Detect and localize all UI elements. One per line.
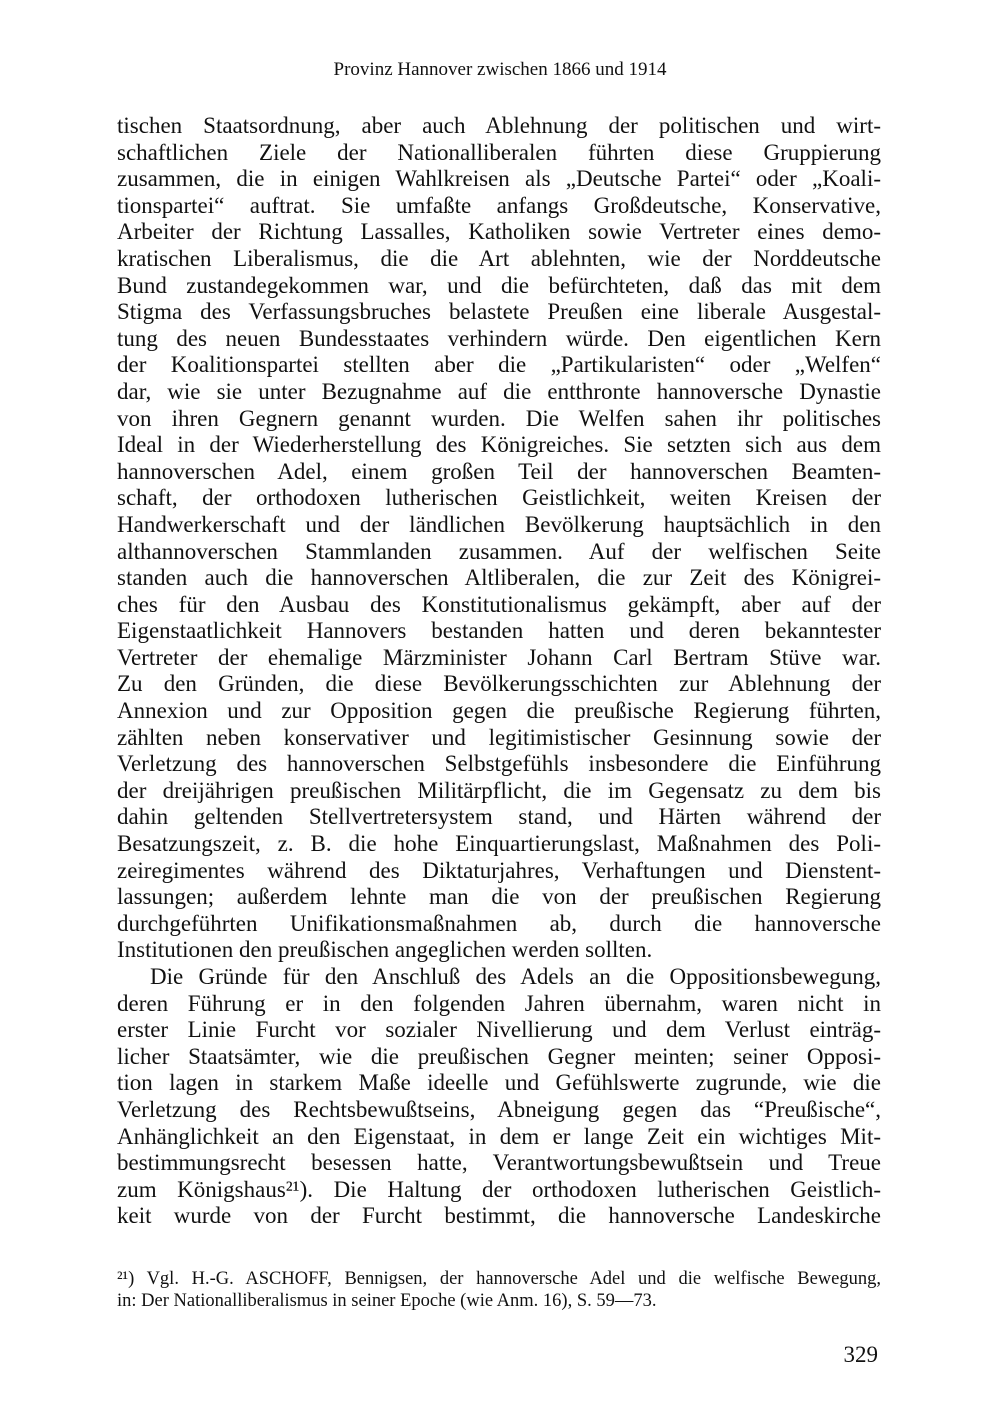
- text-line: der dreijährigen preußischen Militärpflicht, die im Gegensatz zu dem bis: [117, 777, 881, 803]
- text-line: Verletzung des Rechtsbewußtseins, Abneigung gegen das “Preußische“,: [117, 1096, 881, 1122]
- text-line: tionspartei“ auftrat. Sie umfaßte anfangs Großdeutsche, Konservative,: [117, 192, 881, 218]
- text-line: Besatzungszeit, z. B. die hohe Einquartierungslast, Maßnahmen des Poli-: [117, 831, 881, 857]
- paragraph-2: [117, 964, 881, 1230]
- text-line: althannoverschen Stammlanden zusammen. Auf der welfischen Seite: [117, 538, 881, 564]
- text-line: lassungen; außerdem lehnte man die von der preußischen Regierung: [117, 884, 881, 910]
- footnote-line: in: Der Nationalliberalismus in seiner Epoche (wie Anm. 16), S. 59—73.: [117, 1291, 657, 1311]
- text-line: Ideal in der Wiederherstellung des Königreiches. Sie setzten sich aus dem: [117, 432, 881, 458]
- text-line: hannoverschen Adel, einem großen Teil der hannoverschen Beamten-: [117, 458, 881, 484]
- text-line: zum Königshaus²¹). Die Haltung der orthodoxen lutherischen Geistlich-: [117, 1176, 881, 1202]
- text-line: der Koalitionspartei stellten aber die „Partikularisten“ oder „Welfen“: [117, 352, 881, 378]
- text-line: kratischen Liberalismus, die die Art ablehnten, wie der Norddeutsche: [117, 245, 881, 271]
- text-line: Vertreter der ehemalige Märzminister Johann Carl Bertram Stüve war.: [117, 644, 881, 670]
- text-line: Handwerkerschaft und der ländlichen Bevölkerung hauptsächlich in den: [117, 511, 881, 537]
- text-line: Stigma des Verfassungsbruches belastete Preußen eine liberale Ausgestal-: [117, 299, 881, 325]
- text-line: ches für den Ausbau des Konstitutionalismus gekämpft, aber auf der: [117, 591, 881, 617]
- text-line: Zu den Gründen, die diese Bevölkerungsschichten zur Ablehnung der: [117, 671, 881, 697]
- text-line: tung des neuen Bundesstaates verhindern würde. Den eigentlichen Kern: [117, 325, 881, 351]
- footnote-line: ²¹) Vgl. H.-G. ASCHOFF, Bennigsen, der hannoversche Adel und die welfische Bewegung,: [117, 1269, 881, 1289]
- text-line: Die Gründe für den Anschluß des Adels an die Oppositionsbewegung,: [150, 964, 881, 989]
- text-line: Anhänglichkeit an den Eigenstaat, in dem er lange Zeit ein wichtiges Mit-: [117, 1123, 881, 1149]
- text-line: zählten neben konservativer und legitimistischer Gesinnung sowie der: [117, 724, 881, 750]
- text-line: Eigenstaatlichkeit Hannovers bestanden hatten und deren bekanntester: [117, 618, 881, 644]
- footnote-21: [117, 1268, 881, 1312]
- text-line: von ihren Gegnern genannt wurden. Die Welfen sahen ihr politisches: [117, 405, 881, 431]
- text-line: durchgeführten Unifikationsmaßnahmen ab, durch die hannoversche: [117, 910, 881, 936]
- text-line: keit wurde von der Furcht bestimmt, die hannoversche Landeskirche: [117, 1203, 881, 1229]
- text-line: tion lagen in starkem Maße ideelle und Gefühlswerte zugrunde, wie die: [117, 1070, 881, 1096]
- text-line: standen auch die hannoverschen Altliberalen, die zur Zeit des Königrei-: [117, 565, 881, 591]
- text-line: zusammen, die in einigen Wahlkreisen als „Deutsche Partei“ oder „Koali-: [117, 166, 881, 192]
- text-line: Annexion und zur Opposition gegen die preußische Regierung führten,: [117, 698, 881, 724]
- text-line: Verletzung des hannoverschen Selbstgefühls insbesondere die Einführung: [117, 751, 881, 777]
- paragraph-1: [117, 113, 881, 964]
- text-line: Arbeiter der Richtung Lassalles, Katholiken sowie Vertreter eines demo-: [117, 219, 881, 245]
- text-line: Bund zustandegekommen war, und die befürchteten, daß das mit dem: [117, 272, 881, 298]
- page-number: 329: [843, 1342, 878, 1367]
- text-line: schaft, der orthodoxen lutherischen Geistlichkeit, weiten Kreisen der: [117, 485, 881, 511]
- text-line: dar, wie sie unter Bezugnahme auf die entthronte hannoversche Dynastie: [117, 378, 881, 404]
- text-line: bestimmungsrecht besessen hatte, Verantwortungsbewußtsein und Treue: [117, 1150, 881, 1176]
- text-line: Institutionen den preußischen angeglichen werden sollten.: [117, 937, 653, 963]
- body-text: [117, 113, 881, 1230]
- text-line: schaftlichen Ziele der Nationalliberalen führten diese Gruppierung: [117, 139, 881, 165]
- text-line: erster Linie Furcht vor sozialer Nivellierung und dem Verlust einträg-: [117, 1017, 881, 1043]
- footnotes: [117, 1268, 881, 1312]
- text-line: licher Staatsämter, wie die preußischen Gegner meinten; seiner Opposi-: [117, 1043, 881, 1069]
- text-line: dahin geltenden Stellvertretersystem stand, und Härten während der: [117, 804, 881, 830]
- text-line: deren Führung er in den folgenden Jahren übernahm, waren nicht in: [117, 990, 881, 1016]
- text-line: zeiregimentes während des Diktaturjahres, Verhaftungen und Dienstent-: [117, 857, 881, 883]
- text-line: tischen Staatsordnung, aber auch Ablehnung der politischen und wirt-: [117, 113, 881, 138]
- running-title: Provinz Hannover zwischen 1866 und 1914: [333, 59, 667, 80]
